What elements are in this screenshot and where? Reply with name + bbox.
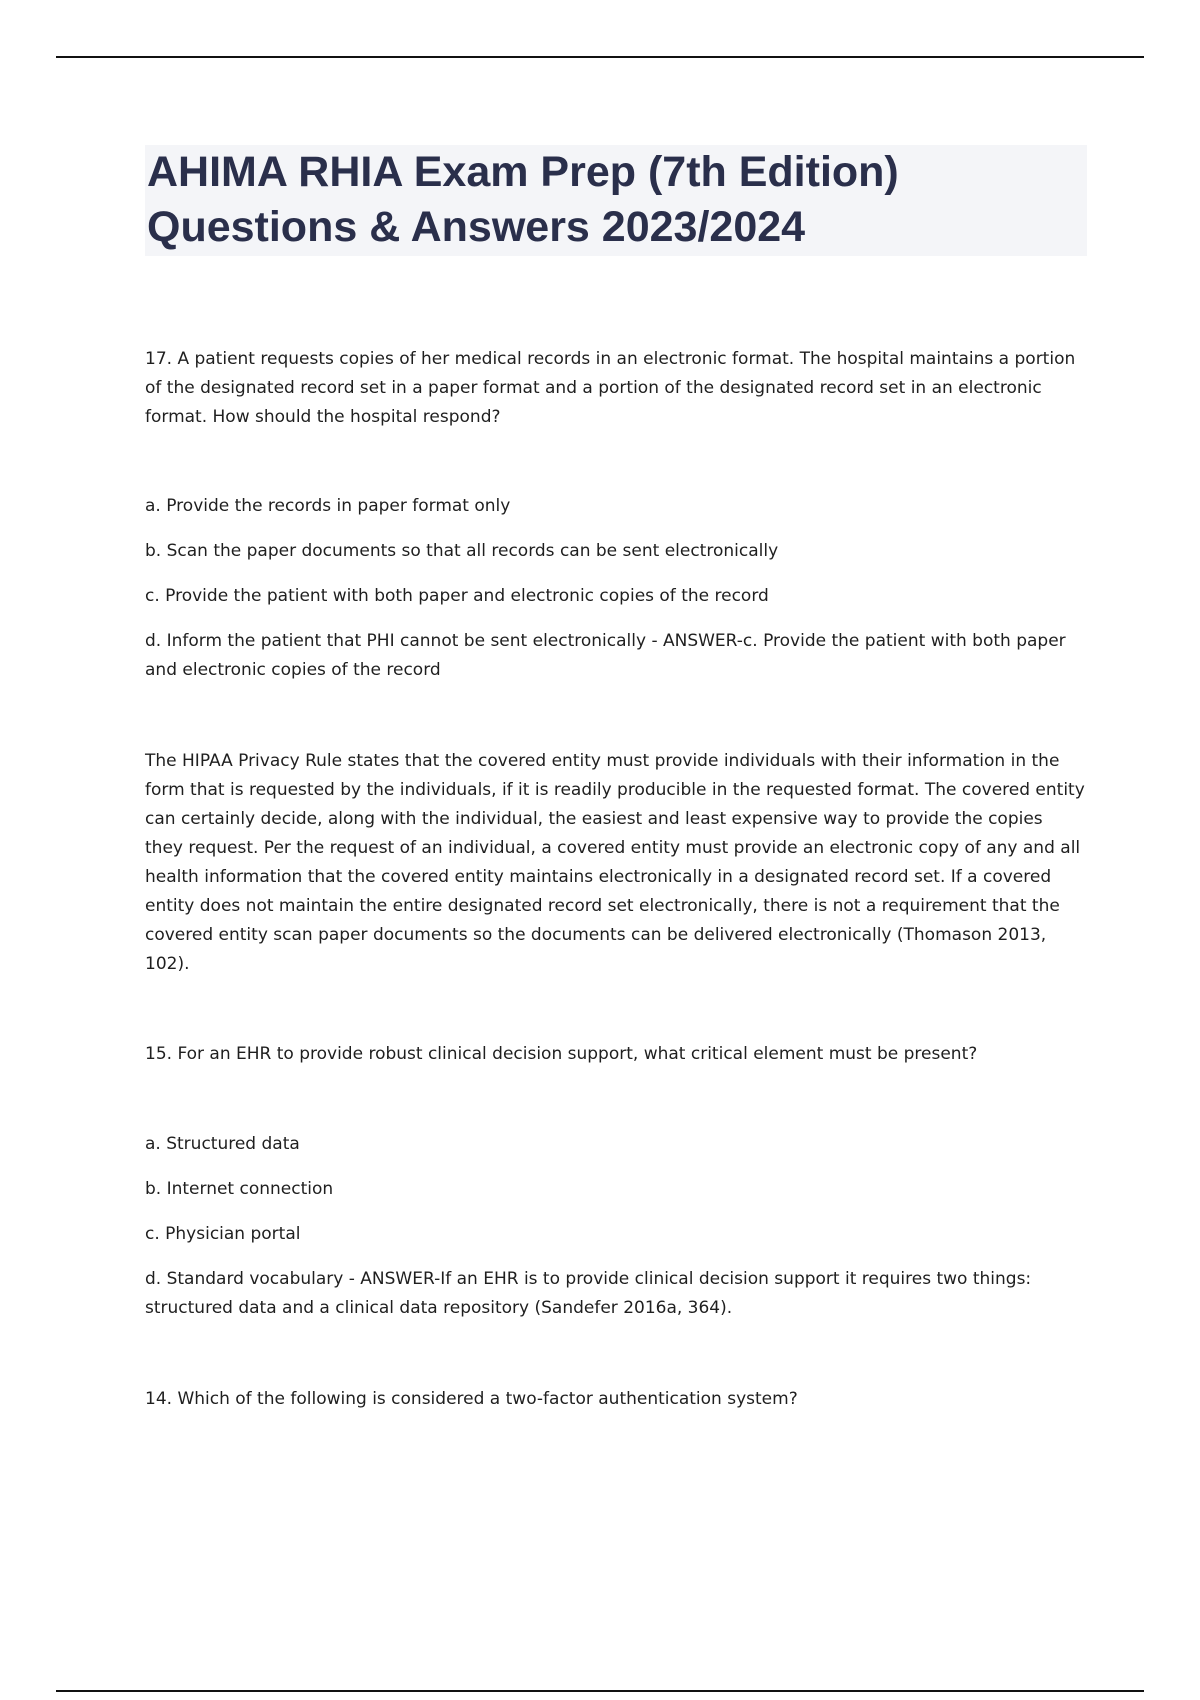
question-15-text: 15. For an EHR to provide robust clinical decision support, what critical element must be present? bbox=[145, 1044, 978, 1064]
title-banner bbox=[145, 145, 1087, 256]
title-line-2: Questions & Answers 2023/2024 bbox=[147, 203, 806, 251]
question-14-text: 14. Which of the following is considered a two-factor authentication system? bbox=[145, 1389, 798, 1409]
document-body bbox=[145, 345, 1085, 1414]
question-17-option-a: a. Provide the records in paper format only bbox=[145, 496, 511, 516]
question-17-option-d: d. Inform the patient that PHI cannot be sent electronically - ANSWER-c. Provide the patient with both paper and electronic copies of the record bbox=[145, 631, 1066, 680]
question-17-text: 17. A patient requests copies of her medical records in an electronic format. The hospital maintains a portion of the designated record set in a paper format and a portion of the designated record set in an electronic format. How should the hospital respond? bbox=[145, 349, 1076, 427]
question-17-option-c: c. Provide the patient with both paper and electronic copies of the record bbox=[145, 586, 769, 606]
top-rule bbox=[56, 56, 1144, 58]
question-15-option-c: c. Physician portal bbox=[145, 1224, 301, 1244]
question-15-option-a: a. Structured data bbox=[145, 1134, 300, 1154]
question-15-option-b: b. Internet connection bbox=[145, 1179, 334, 1199]
bottom-rule bbox=[56, 1690, 1144, 1692]
question-15-option-d: d. Standard vocabulary - ANSWER-If an EHR is to provide clinical decision support it requires two things: structured data and a clinical data repository (Sandefer 2016a, 364). bbox=[145, 1269, 1032, 1318]
document-title bbox=[145, 145, 1087, 255]
question-17-option-b: b. Scan the paper documents so that all records can be sent electronically bbox=[145, 541, 779, 561]
title-line-1: AHIMA RHIA Exam Prep (7th Edition) bbox=[147, 148, 899, 196]
question-17-explanation: The HIPAA Privacy Rule states that the covered entity must provide individuals with their information in the form that is requested by the individuals, if it is readily producible in the requested format. The covered entity can certainly decide, along with the individual, the easiest and least expensive way to provide the copies they request. Per the request of an individual, a covered entity must provide an electronic copy of any and all health information that the covered entity maintains electronically in a designated record set. If a covered entity does not maintain the entire designated record set electronically, there is not a requirement that the covered entity scan paper documents so the documents can be delivered electronically (Thomason 2013, 102). bbox=[145, 751, 1085, 974]
